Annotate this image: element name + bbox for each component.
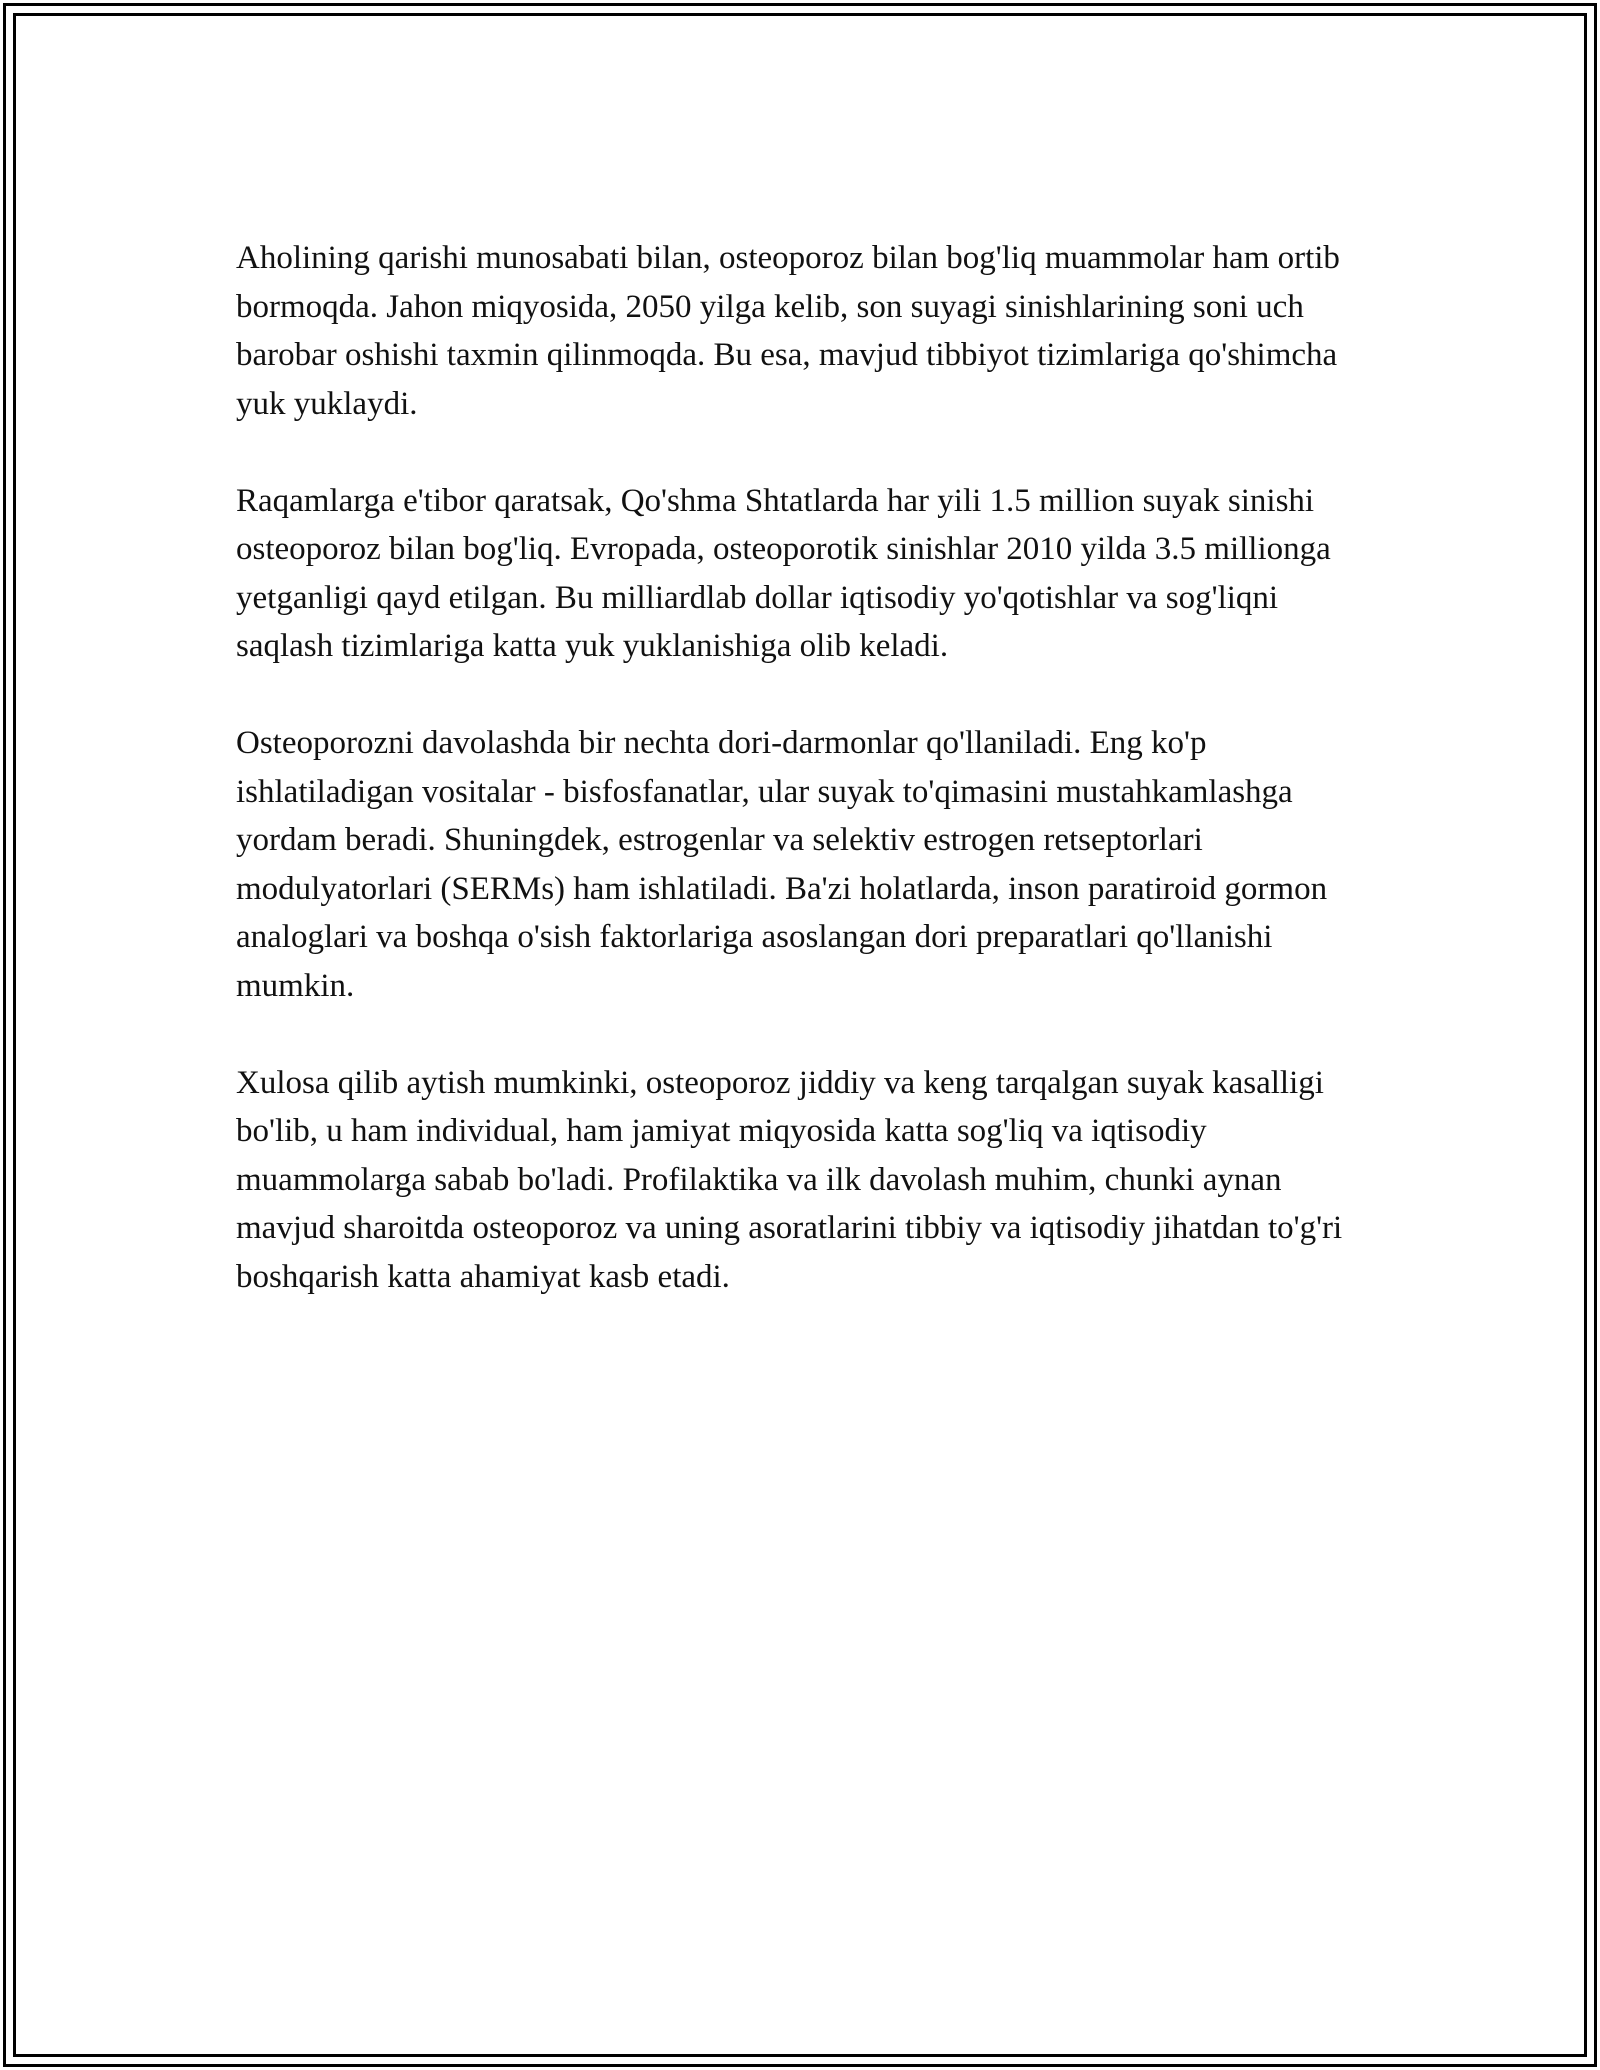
paragraph-2: Raqamlarga e'tibor qaratsak, Qo'shma Shtatlarda har yili 1.5 million suyak sinishi osteoporoz bilan bog'liq. Evropada, osteoporotik sinishlar 2010 yilda 3.5 millionga yetganligi qayd etilgan. Bu milliardlab dollar iqtisodiy yo'qotishlar va sog'liqni saqlash tizimlariga katta yuk yuklanishiga olib keladi.	[236, 482, 1331, 664]
paragraph-3: Osteoporozni davolashda bir nechta dori-darmonlar qo'llaniladi. Eng ko'p ishlatiladigan vositalar - bisfosfanatlar, ular suyak to'qimasini mustahkamlashga yordam beradi. Shuningdek, estrogenlar va selektiv estrogen retseptorlari modulyatorlari (SERMs) ham ishlatiladi. Ba'zi holatlarda, inson paratiroid gormon analoglari va boshqa o'sish faktorlariga asoslangan dori preparatlari qo'llanishi mumkin.	[236, 725, 1328, 1004]
document-body	[236, 234, 1376, 1350]
paragraph-1: Aholining qarishi munosabati bilan, osteoporoz bilan bog'liq muammolar ham ortib bormoqda. Jahon miqyosida, 2050 yilga kelib, son suyagi sinishlarining soni uch barobar oshishi taxmin qilinmoqda. Bu esa, mavjud tibbiyot tizimlariga qo'shimcha yuk yuklaydi.	[236, 240, 1340, 422]
paragraph-4: Xulosa qilib aytish mumkinki, osteoporoz jiddiy va keng tarqalgan suyak kasalligi bo'lib, u ham individual, ham jamiyat miqyosida katta sog'liq va iqtisodiy muammolarga sabab bo'ladi. Profilaktika va ilk davolash muhim, chunki aynan mavjud sharoitda osteoporoz va uning asoratlarini tibbiy va iqtisodiy jihatdan to'g'ri boshqarish katta ahamiyat kasb etadi.	[236, 1064, 1343, 1295]
